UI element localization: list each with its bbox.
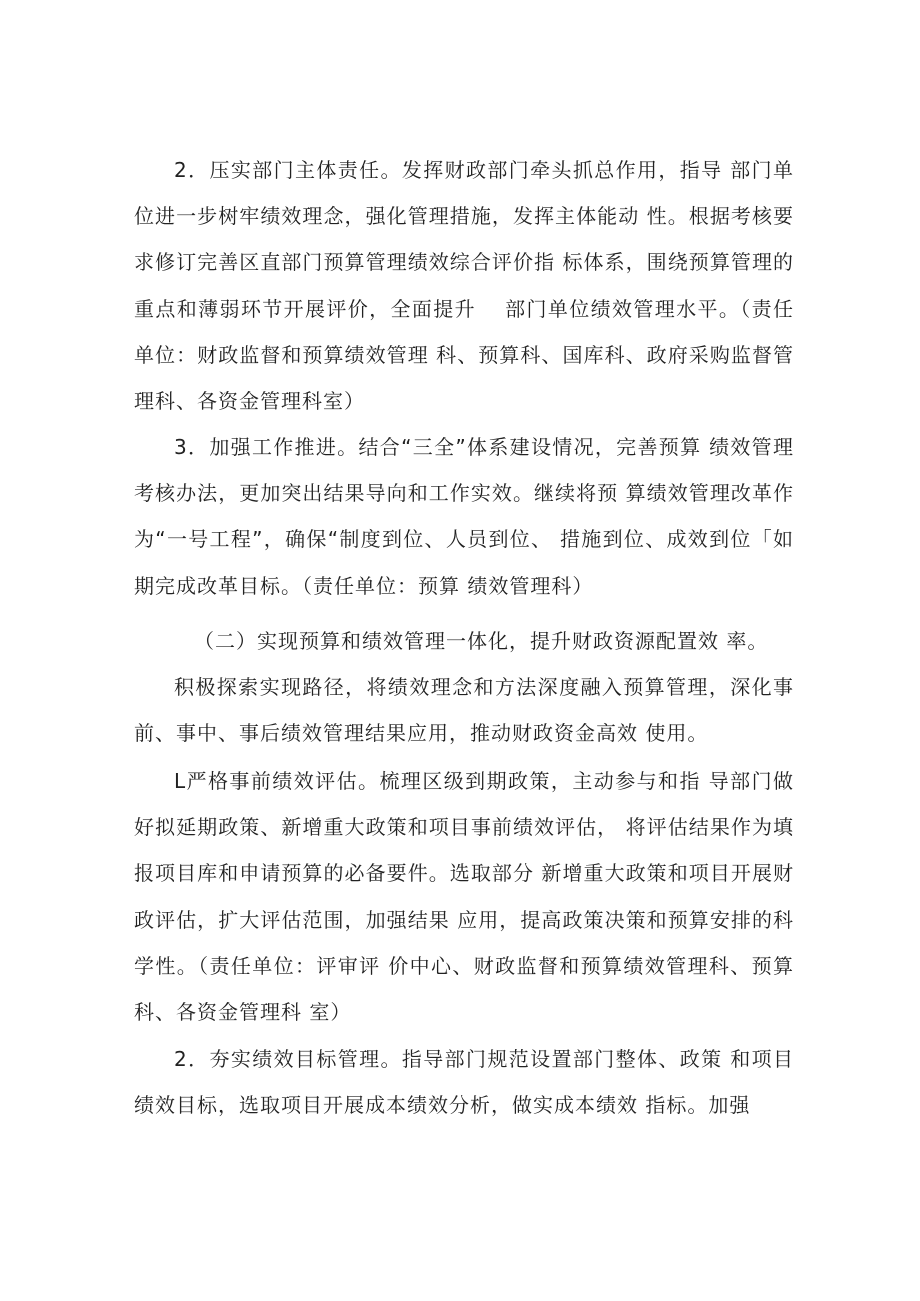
paragraph-explore-path: 积极探索实现路径，将绩效理念和方法深度融入预算管理，深化事前、事中、事后绩效管理结果应用，推动财政资金高效 使用。: [134, 675, 794, 746]
paragraph-performance-goals: 2．夯实绩效目标管理。指导部门规范设置部门整体、政策 和项目绩效目标，选取项目开展成本绩效分析，做实成本绩效 指标。加强: [134, 1047, 794, 1118]
paragraph-press-responsibility: 2．压实部门主体责任。发挥财政部门牵头抓总作用，指导 部门单位进一步树牢绩效理念，强化管理措施，发挥主体能动 性。根据考核要求修订完善区直部门预算管理绩效综合评价指 标体系，围绕预算管理的重点和薄弱环节开展评价，全面提升 部门单位绩效管理水平。（责任单位：财政监督和预算绩效管理 科、预算科、国库科、政府采购监督管理科、各资金管理科室）: [134, 158, 794, 414]
section-heading-integration: （二）实现预算和绩效管理一体化，提升财政资源配置效 率。: [194, 629, 769, 653]
paragraph-strengthen-work: 3．加强工作推进。结合“三全”体系建设情况，完善预算 绩效管理考核办法，更加突出结果导向和工作实效。继续将预 算绩效管理改革作为“一号工程”，确保“制度到位、人员到位、 措施到位、成效到位「如期完成改革目标。（责任单位：预算 绩效管理科）: [134, 435, 794, 598]
paragraph-ex-ante-evaluation: L严格事前绩效评估。梳理区级到期政策，主动参与和指 导部门做好拟延期政策、新增重大政策和项目事前绩效评估， 将评估结果作为填报项目库和申请预算的必备要件。选取部分 新增重大政策和项目开展财政评估，扩大评估范围，加强结果 应用，提高政策决策和预算安排的科学性。（责任单位：评审评 价中心、财政监督和预算绩效管理科、预算科、各资金管理科 室）: [134, 769, 794, 1025]
